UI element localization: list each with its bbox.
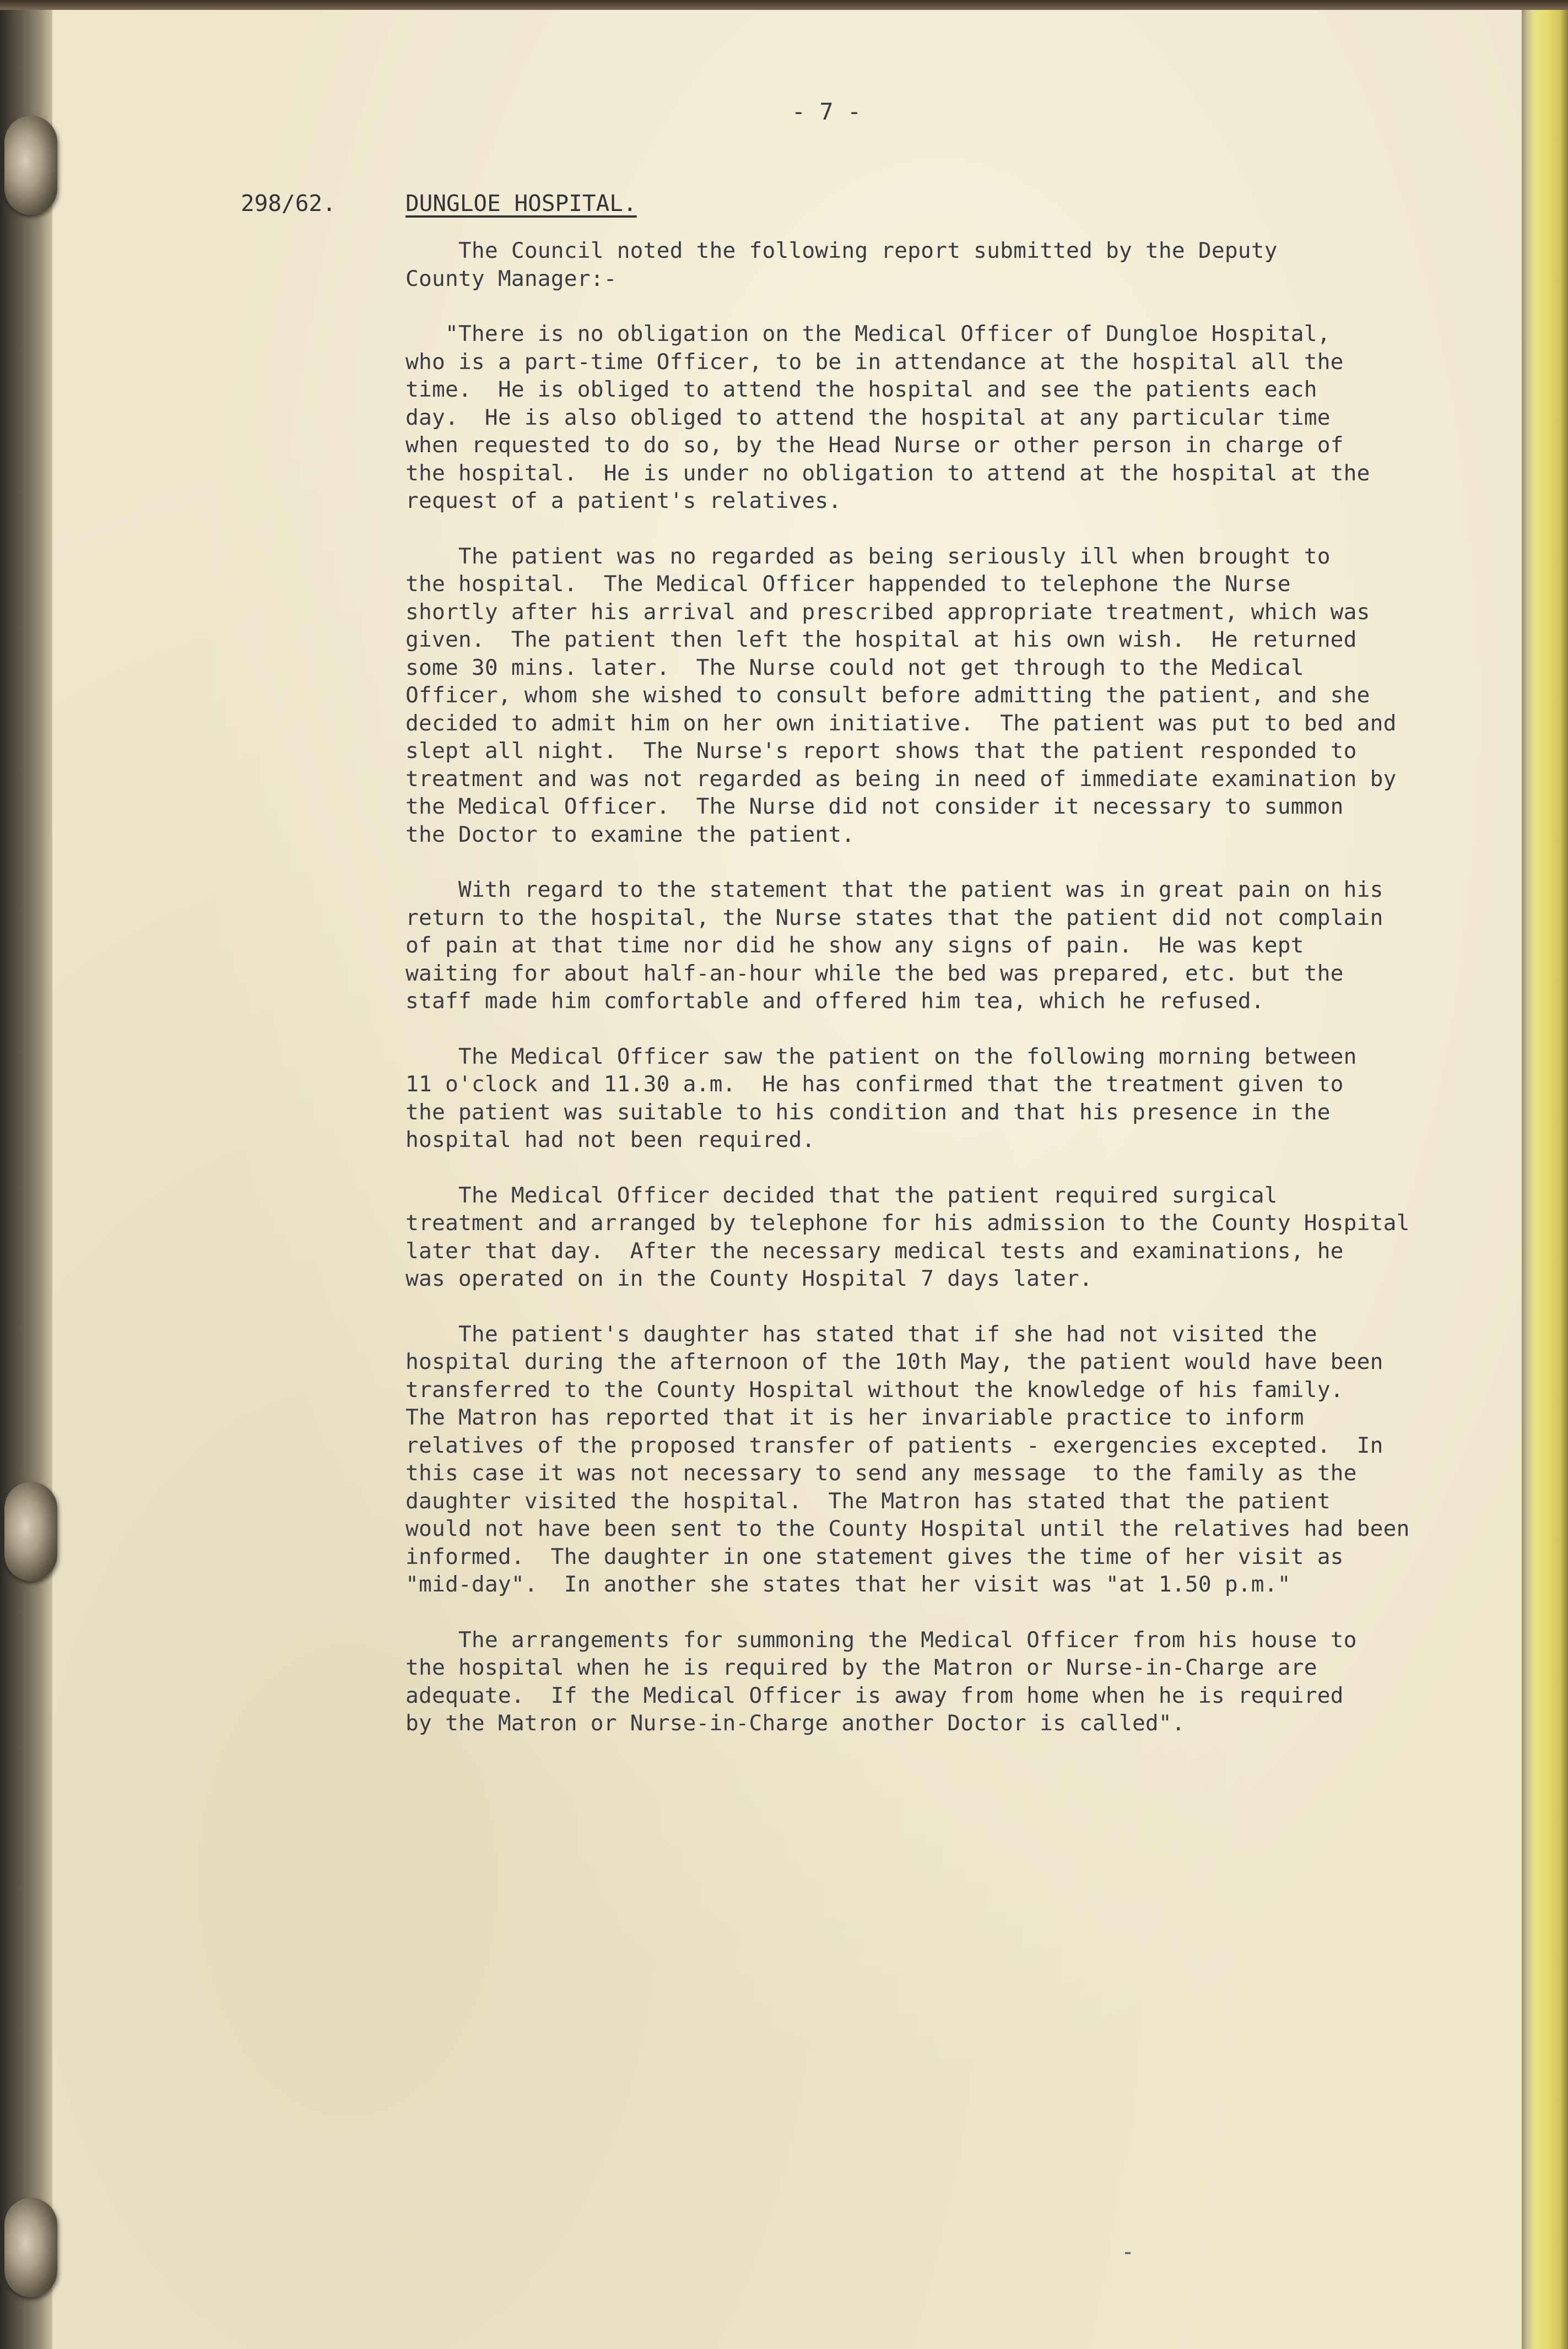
text-line: return to the hospital, the Nurse states that the patient did not complain <box>405 905 1383 930</box>
text-line: The Matron has reported that it is her invariable practice to inform <box>405 1405 1304 1430</box>
text-line: informed. The daughter in one statement gives the time of her visit as <box>405 1544 1344 1569</box>
text-line: the patient was suitable to his condition and that his presence in the <box>405 1099 1331 1125</box>
text-line: The Medical Officer saw the patient on the following morning between <box>405 1043 1357 1069</box>
text-line: of pain at that time nor did he show any signs of pain. He was kept <box>405 933 1304 958</box>
text-line: transferred to the County Hospital without the knowledge of his family. <box>405 1377 1344 1403</box>
report-paragraph <box>405 1182 1474 1293</box>
text-line: some 30 mins. later. The Nurse could not get through to the Medical <box>405 654 1304 680</box>
text-line: the hospital when he is required by the Matron or Nurse-in-Charge are <box>405 1655 1317 1680</box>
text-line: this case it was not necessary to send any message to the family as the <box>405 1460 1357 1486</box>
report-body <box>405 237 1474 1765</box>
report-paragraph <box>405 320 1474 515</box>
text-line: waiting for about half-an-hour while the bed was prepared, etc. but the <box>405 960 1344 986</box>
text-line: the Medical Officer. The Nurse did not consider it necessary to summon <box>405 794 1344 819</box>
text-line: 11 o'clock and 11.30 a.m. He has confirmed that the treatment given to <box>405 1071 1344 1097</box>
text-line: County Manager:- <box>405 266 617 291</box>
report-paragraph <box>405 1626 1474 1738</box>
text-line: time. He is obliged to attend the hospital and see the patients each <box>405 377 1317 402</box>
footer-mark: - <box>1121 2239 1135 2265</box>
page-number: - 7 - <box>791 98 862 125</box>
text-line: treatment and arranged by telephone for his admission to the County Hospital <box>405 1210 1410 1236</box>
report-paragraph <box>405 876 1474 1015</box>
text-line: The patient's daughter has stated that if she had not visited the <box>405 1321 1317 1347</box>
text-line: day. He is also obliged to attend the hospital at any particular time <box>405 404 1331 430</box>
text-line: adequate. If the Medical Officer is away from home when he is required <box>405 1682 1344 1708</box>
text-line: would not have been sent to the County Hospital until the relatives had been <box>405 1516 1410 1541</box>
text-line: With regard to the statement that the patient was in great pain on his <box>405 877 1383 902</box>
text-line: The patient was no regarded as being seriously ill when brought to <box>405 543 1331 569</box>
report-paragraph <box>405 1320 1474 1599</box>
text-line: was operated on in the County Hospital 7 days later. <box>405 1266 1093 1291</box>
report-paragraph <box>405 1043 1474 1154</box>
text-line: when requested to do so, by the Head Nurse or other person in charge of <box>405 432 1344 458</box>
text-line: request of a patient's relatives. <box>405 488 842 513</box>
text-line: The Council noted the following report submitted by the Deputy <box>405 238 1278 263</box>
text-line: slept all night. The Nurse's report shows that the patient responded to <box>405 738 1357 764</box>
text-line: The Medical Officer decided that the patient required surgical <box>405 1182 1278 1208</box>
text-line: the Doctor to examine the patient. <box>405 821 855 847</box>
text-line: the hospital. The Medical Officer happended to telephone the Nurse <box>405 571 1291 597</box>
text-line: treatment and was not regarded as being in need of immediate examination by <box>405 766 1397 792</box>
text-line: relatives of the proposed transfer of patients - exergencies excepted. In <box>405 1432 1383 1458</box>
text-line: Officer, whom she wished to consult before admitting the patient, and she <box>405 683 1370 708</box>
text-line: decided to admit him on her own initiative. The patient was put to bed and <box>405 710 1397 736</box>
text-line: "mid-day". In another she states that her visit was "at 1.50 p.m." <box>405 1572 1291 1597</box>
text-line: The arrangements for summoning the Medical Officer from his house to <box>405 1627 1357 1653</box>
text-line: "There is no obligation on the Medical Officer of Dungloe Hospital, <box>405 321 1331 347</box>
text-line: hospital during the afternoon of the 10th May, the patient would have been <box>405 1349 1383 1374</box>
report-paragraph <box>405 543 1474 849</box>
text-line: by the Matron or Nurse-in-Charge another Doctor is called". <box>405 1711 1185 1736</box>
text-line: staff made him comfortable and offered him tea, which he refused. <box>405 988 1264 1014</box>
text-line: later that day. After the necessary medical tests and examinations, he <box>405 1238 1344 1264</box>
text-line: who is a part-time Officer, to be in attendance at the hospital all the <box>405 349 1344 375</box>
report-paragraph <box>405 237 1474 293</box>
text-line: shortly after his arrival and prescribed appropriate treatment, which was <box>405 599 1370 625</box>
section-heading: DUNGLOE HOSPITAL. <box>405 190 637 217</box>
text-line: daughter visited the hospital. The Matron has stated that the patient <box>405 1488 1331 1514</box>
minute-reference: 298/62. <box>241 190 336 217</box>
text-line: hospital had not been required. <box>405 1127 815 1152</box>
text-line: the hospital. He is under no obligation to attend at the hospital at the <box>405 460 1370 486</box>
text-line: given. The patient then left the hospital at his own wish. He returned <box>405 627 1357 652</box>
